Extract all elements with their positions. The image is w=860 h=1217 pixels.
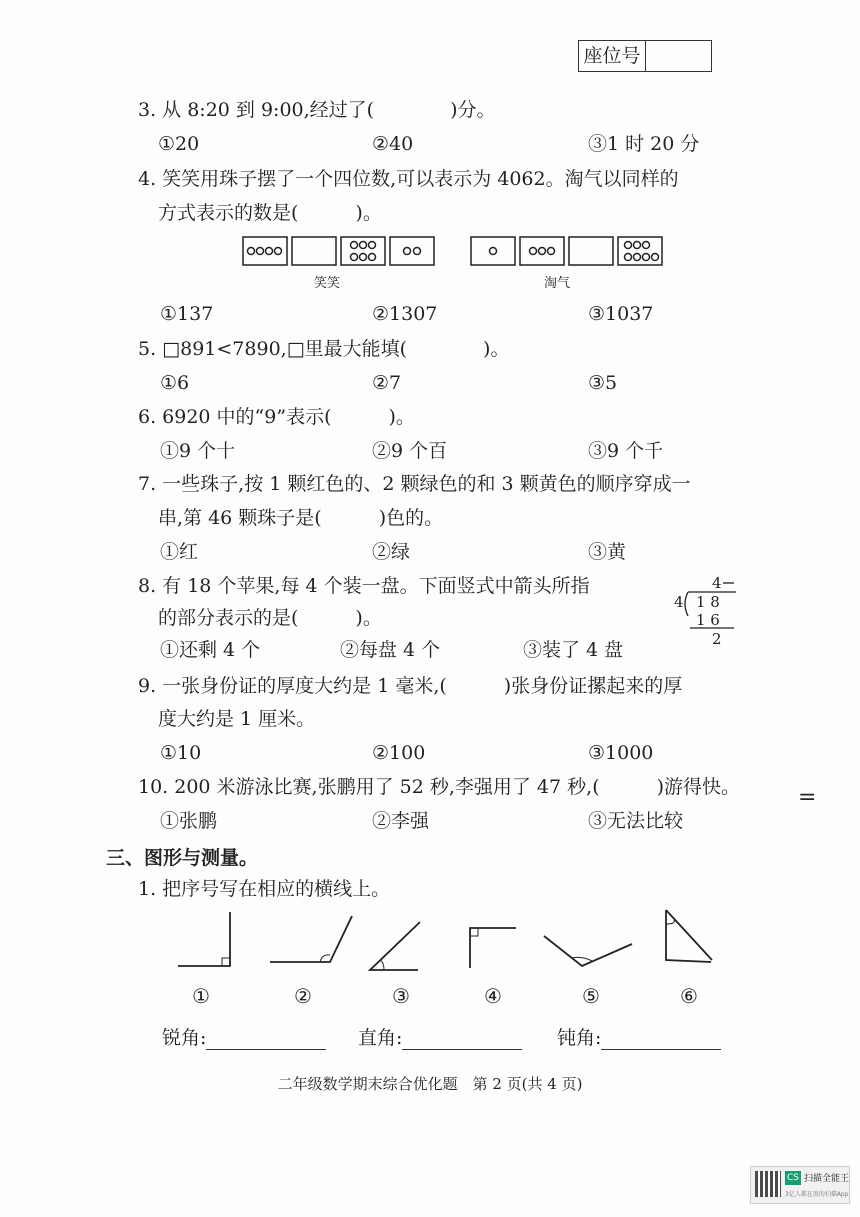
- question-7-line1: 7. 一些珠子,按 1 颗红色的、2 颗绿色的和 3 颗黄色的顺序穿成一: [138, 473, 691, 495]
- scanner-name: 扫描全能王: [804, 1174, 850, 1184]
- q3-option-3: ③1 时 20 分: [588, 133, 700, 155]
- q10-option-3: ③无法比较: [588, 810, 684, 832]
- division-divisor: 4: [674, 593, 684, 611]
- bead-place-value-figure: [240, 234, 670, 290]
- question-9-line1: 9. 一张身份证的厚度大约是 1 毫米,( )张身份证摞起来的厚: [138, 675, 683, 697]
- division-dividend: 1 8: [696, 593, 720, 611]
- q9-option-2: ②100: [372, 742, 426, 764]
- obtuse-angle-row: [557, 1026, 721, 1050]
- angle-label-3: ③: [392, 984, 410, 1008]
- angle-label-1: ①: [192, 984, 210, 1008]
- question-4-line1: 4. 笑笑用珠子摆了一个四位数,可以表示为 4062。淘气以同样的: [138, 168, 679, 190]
- q6-option-3: ③9 个千: [588, 440, 664, 462]
- q8-option-1: ①还剩 4 个: [160, 639, 261, 661]
- label-xiaoxiao: 笑笑: [314, 276, 341, 291]
- question-5: 5. □891<7890,□里最大能填( )。: [138, 338, 510, 360]
- q5-option-3: ③5: [588, 372, 618, 394]
- q10-option-1: ①张鹏: [160, 810, 218, 832]
- label-taoqi: 淘气: [544, 276, 571, 291]
- qr-code-icon: [755, 1171, 781, 1197]
- question-3: 3. 从 8:20 到 9:00,经过了( )分。: [138, 99, 496, 121]
- section-3-question-1: 1. 把序号写在相应的横线上。: [138, 878, 391, 900]
- obtuse-angle-label: 钝角:: [557, 1027, 602, 1049]
- q3-option-1: ①20: [158, 133, 200, 155]
- cs-badge: CS: [787, 1173, 799, 1183]
- q8-option-2: ②每盘 4 个: [340, 639, 441, 661]
- obtuse-angle-answer-line[interactable]: [601, 1031, 721, 1050]
- division-remainder: 2: [712, 630, 722, 648]
- question-8-line2: 的部分表示的是( )。: [158, 607, 382, 629]
- q7-option-3: ③黄: [588, 541, 627, 563]
- division-quotient: 4: [712, 574, 722, 592]
- question-10: 10. 200 米游泳比赛,张鹏用了 52 秒,李强用了 47 秒,( )游得快。: [138, 776, 741, 798]
- acute-angle-row: [162, 1026, 326, 1050]
- seat-number-label: 座位号: [579, 41, 646, 71]
- q8-option-3: ③装了 4 盘: [523, 639, 624, 661]
- q4-option-1: ①137: [160, 303, 214, 325]
- question-8-line1: 8. 有 18 个苹果,每 4 个装一盘。下面竖式中箭头所指: [138, 575, 590, 597]
- acute-angle-answer-line[interactable]: [206, 1031, 326, 1050]
- q5-option-2: ②7: [372, 372, 402, 394]
- scanner-subtitle: 3亿人都在用的扫描App: [785, 1191, 849, 1198]
- q6-option-2: ②9 个百: [372, 440, 448, 462]
- seat-number-box[interactable]: [578, 40, 712, 72]
- question-4-line2: 方式表示的数是( )。: [158, 202, 382, 224]
- q7-option-2: ②绿: [372, 541, 411, 563]
- angle-label-4: ④: [484, 984, 502, 1008]
- q6-option-1: ①9 个十: [160, 440, 236, 462]
- scanner-watermark: [750, 1166, 850, 1204]
- angle-label-5: ⑤: [582, 984, 600, 1008]
- angle-figures: [170, 908, 730, 978]
- question-9-line2: 度大约是 1 厘米。: [158, 708, 316, 730]
- q7-option-1: ①红: [160, 541, 199, 563]
- q3-option-2: ②40: [372, 133, 414, 155]
- acute-angle-label: 锐角:: [162, 1027, 207, 1049]
- question-7-line2: 串,第 46 颗珠子是( )色的。: [158, 507, 444, 529]
- angle-label-2: ②: [294, 984, 312, 1008]
- q4-option-3: ③1037: [588, 303, 654, 325]
- right-angle-label: 直角:: [358, 1027, 403, 1049]
- side-mark: =: [798, 785, 817, 810]
- right-angle-row: [358, 1026, 522, 1050]
- q5-option-1: ①6: [160, 372, 190, 394]
- angle-label-6: ⑥: [680, 984, 698, 1008]
- q9-option-1: ①10: [160, 742, 202, 764]
- question-6: 6. 6920 中的“9”表示( )。: [138, 406, 415, 428]
- section-3-title: 三、图形与测量。: [106, 847, 259, 869]
- q10-option-2: ②李强: [372, 810, 430, 832]
- page-footer: 二年级数学期末综合优化题 第 2 页(共 4 页): [277, 1075, 583, 1093]
- division-product: 1 6: [696, 611, 720, 629]
- right-angle-answer-line[interactable]: [402, 1031, 522, 1050]
- q9-option-3: ③1000: [588, 742, 654, 764]
- q4-option-2: ②1307: [372, 303, 438, 325]
